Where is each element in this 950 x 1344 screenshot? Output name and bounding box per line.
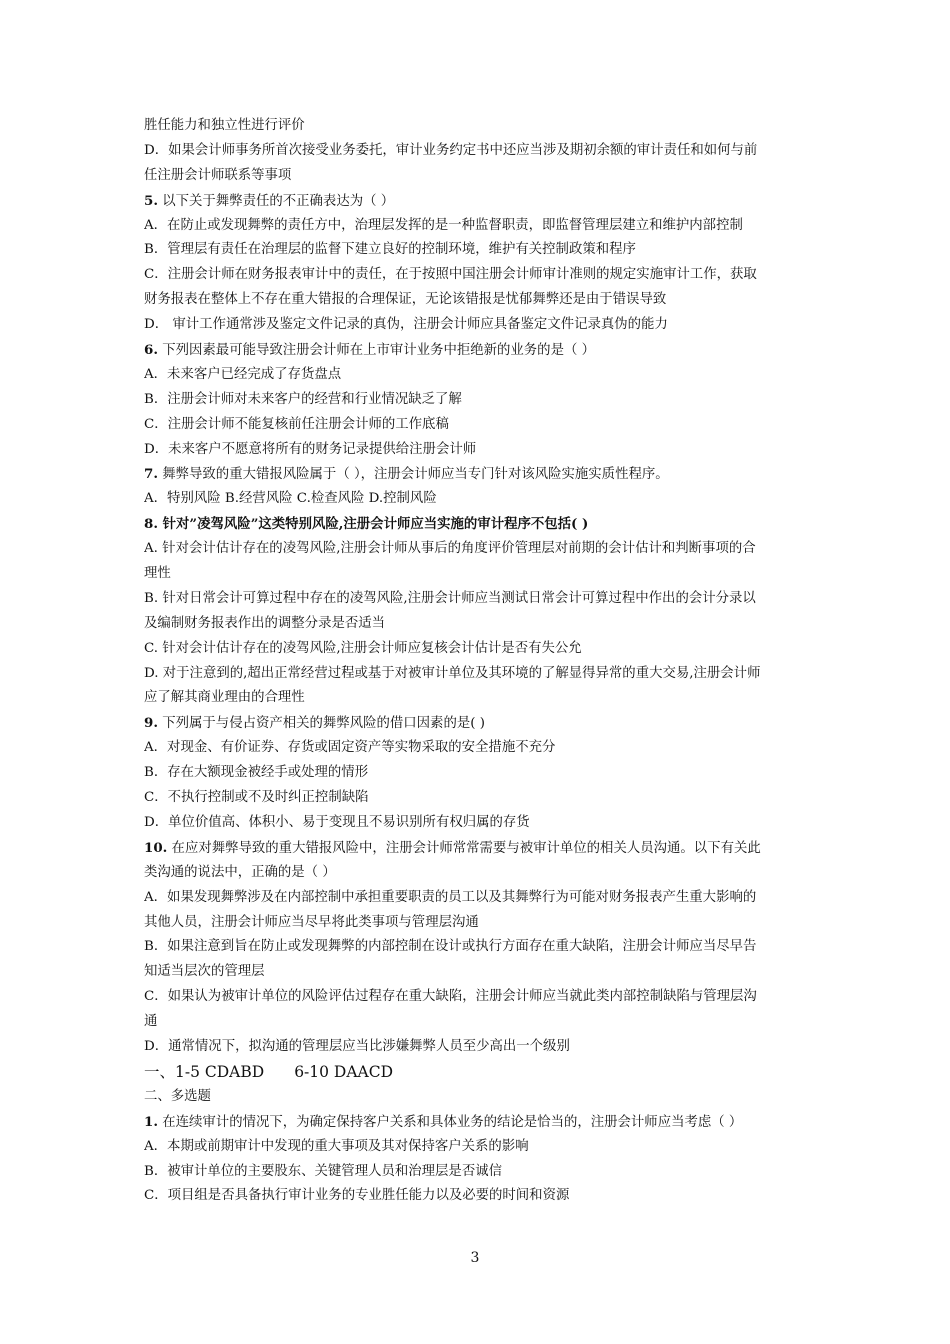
line-text: C．不执行控制或不及时纠正控制缺陷: [144, 790, 369, 806]
line-text: A．如果发现舞弊涉及在内部控制中承担重要职责的员工以及其舞弊行为可能对财务报表产生重大影响的: [144, 889, 757, 905]
text-line: [144, 487, 812, 512]
text-line: [144, 238, 812, 263]
text-line: [144, 736, 812, 761]
text-line: [144, 363, 812, 388]
answer-key: [144, 1060, 812, 1085]
text-line: [144, 413, 812, 438]
text-line: [144, 313, 812, 338]
line-text: D．如果会计师事务所首次接受业务委托，审计业务约定书中还应当涉及期初余额的审计责任和如何与前: [144, 142, 758, 158]
line-text: A．未来客户已经完成了存货盘点: [144, 366, 342, 382]
text-line: [144, 139, 812, 164]
line-text: 应了解其商业理由的合理性: [144, 690, 305, 706]
line-text: B．注册会计师对未来客户的经营和行业情况缺乏了解: [144, 391, 462, 407]
question-number: 7.: [144, 466, 158, 483]
text-line: [144, 861, 812, 886]
text-line: [144, 662, 812, 687]
text-line: [144, 164, 812, 189]
text-line: [144, 288, 812, 313]
line-text: 及编制财务报表作出的调整分录是否适当: [144, 615, 386, 631]
text-line: [144, 1135, 812, 1160]
line-text: B. 针对日常会计可算过程中存在的凌驾风险,注册会计师应当测试日常会计可算过程中作出的会计分录以: [144, 590, 756, 606]
line-text: 下列属于与侵占资产相关的舞弊风险的借口因素的是( ): [157, 716, 485, 732]
answer-key-1-5: 一、1-5 CDABD: [144, 1062, 265, 1081]
text-line: [144, 512, 812, 537]
text-line: [144, 985, 812, 1010]
line-text: 下列因素最可能导致注册会计师在上市审计业务中拒绝新的业务的是（ ）: [157, 343, 595, 359]
line-text: D． 审计工作通常涉及鉴定文件记录的真伪，注册会计师应具备鉴定文件记录真伪的能力: [144, 317, 668, 333]
line-text: 任注册会计师联系等事项: [144, 167, 292, 183]
line-text: 在连续审计的情况下，为确定保持客户关系和具体业务的结论是恰当的，注册会计师应当考虑（ ）: [157, 1114, 743, 1130]
line-text: 舞弊导致的重大错报风险属于（ ），注册会计师应当专门针对该风险实施实质性程序。: [157, 467, 669, 483]
text-line: [144, 911, 812, 936]
question-number: 8.: [144, 516, 158, 533]
text-line: [144, 214, 812, 239]
line-text: 类沟通的说法中，正确的是（ ）: [144, 864, 336, 880]
line-text: A．在防止或发现舞弊的责任方中，治理层发挥的是一种监督职责，即监督管理层建立和维护内部控制: [144, 217, 743, 233]
text-line: [144, 388, 812, 413]
line-text: C．注册会计师在财务报表审计中的责任，在于按照中国注册会计师审计准则的规定实施审计工作，获取: [144, 267, 757, 283]
text-line: [144, 612, 812, 637]
line-text: D．单位价值高、体积小、易于变现且不易识别所有权归属的存货: [144, 814, 530, 830]
text-line: [144, 836, 812, 861]
text-line: [144, 587, 812, 612]
line-text: D．通常情况下，拟沟通的管理层应当比涉嫌舞弊人员至少高出一个级别: [144, 1038, 570, 1054]
line-text: A．对现金、有价证券、存货或固定资产等实物采取的安全措施不充分: [144, 740, 556, 756]
text-line: [144, 811, 812, 836]
line-text: A．特别风险 B.经营风险 C.检查风险 D.控制风险: [144, 491, 437, 507]
line-text: 其他人员，注册会计师应当尽早将此类事项与管理层沟通: [144, 914, 479, 930]
text-line: [144, 711, 812, 736]
line-text: 以下关于舞弊责任的不正确表达为（ ）: [157, 193, 395, 209]
question-number: 10.: [144, 839, 168, 856]
line-text: 胜任能力和独立性进行评价: [144, 118, 305, 133]
text-line: [144, 1110, 812, 1135]
text-line: [144, 637, 812, 662]
question-number: 1.: [144, 1113, 158, 1130]
line-text: D．未来客户不愿意将所有的财务记录提供给注册会计师: [144, 441, 477, 457]
question-block: [144, 114, 812, 1060]
text-line: [144, 338, 812, 363]
line-text: C．如果认为被审计单位的风险评估过程存在重大缺陷，注册会计师应当就此类内部控制缺陷与管理层沟: [144, 989, 757, 1005]
question-number: 6.: [144, 342, 158, 359]
multi-choice-block: [144, 1085, 812, 1209]
line-text: 针对”凌驾风险”这类特别风险,注册会计师应当实施的审计程序不包括( ): [157, 516, 589, 533]
line-text: A. 针对会计估计存在的凌驾风险,注册会计师从事后的角度评价管理层对前期的会计估计和判断事项的合: [144, 541, 756, 557]
line-text: C．注册会计师不能复核前任注册会计师的工作底稿: [144, 416, 449, 432]
text-line: [144, 1184, 812, 1209]
line-text: 财务报表在整体上不存在重大错报的合理保证，无论该错报是忧郁舞弊还是由于错误导致: [144, 292, 667, 308]
text-line: [144, 114, 812, 139]
line-text: B．存在大额现金被经手或处理的情形: [144, 765, 369, 781]
text-line: [144, 537, 812, 562]
text-line: [144, 462, 812, 487]
line-text: C. 针对会计估计存在的凌驾风险,注册会计师应复核会计估计是否有失公允: [144, 640, 582, 656]
question-number: 9.: [144, 715, 158, 732]
line-text: 理性: [144, 566, 171, 582]
text-line: [144, 935, 812, 960]
text-line: [144, 1010, 812, 1035]
text-line: [144, 886, 812, 911]
question-number: 5.: [144, 192, 158, 209]
text-line: [144, 189, 812, 214]
line-text: D. 对于注意到的,超出正常经营过程或基于对被审计单位及其环境的了解显得异常的重大交易,注册会计师: [144, 665, 761, 681]
line-text: B．管理层有责任在治理层的监督下建立良好的控制环境，维护有关控制政策和程序: [144, 242, 636, 258]
line-text: 二、多选题: [144, 1088, 211, 1104]
document-page: [144, 114, 812, 1209]
page-number: 3: [470, 1250, 480, 1266]
text-line: [144, 562, 812, 587]
answer-key-6-10: 6-10 DAACD: [294, 1062, 394, 1081]
text-line: [144, 761, 812, 786]
text-line: [144, 1035, 812, 1060]
text-line: [144, 1160, 812, 1185]
line-text: A．本期或前期审计中发现的重大事项及其对保持客户关系的影响: [144, 1138, 529, 1154]
text-line: [144, 438, 812, 463]
line-text: 在应对舞弊导致的重大错报风险中，注册会计师常常需要与被审计单位的相关人员沟通。以下有关此: [167, 840, 761, 856]
line-text: 知适当层次的管理层: [144, 964, 265, 980]
line-text: 通: [144, 1014, 158, 1030]
line-text: B．如果注意到旨在防止或发现舞弊的内部控制在设计或执行方面存在重大缺陷，注册会计师应当尽早告: [144, 939, 757, 955]
text-line: [144, 263, 812, 288]
text-line: [144, 960, 812, 985]
line-text: B．被审计单位的主要股东、关键管理人员和治理层是否诚信: [144, 1163, 502, 1179]
text-line: [144, 786, 812, 811]
line-text: C．项目组是否具备执行审计业务的专业胜任能力以及必要的时间和资源: [144, 1188, 570, 1204]
text-line: [144, 686, 812, 711]
text-line: [144, 1085, 812, 1110]
